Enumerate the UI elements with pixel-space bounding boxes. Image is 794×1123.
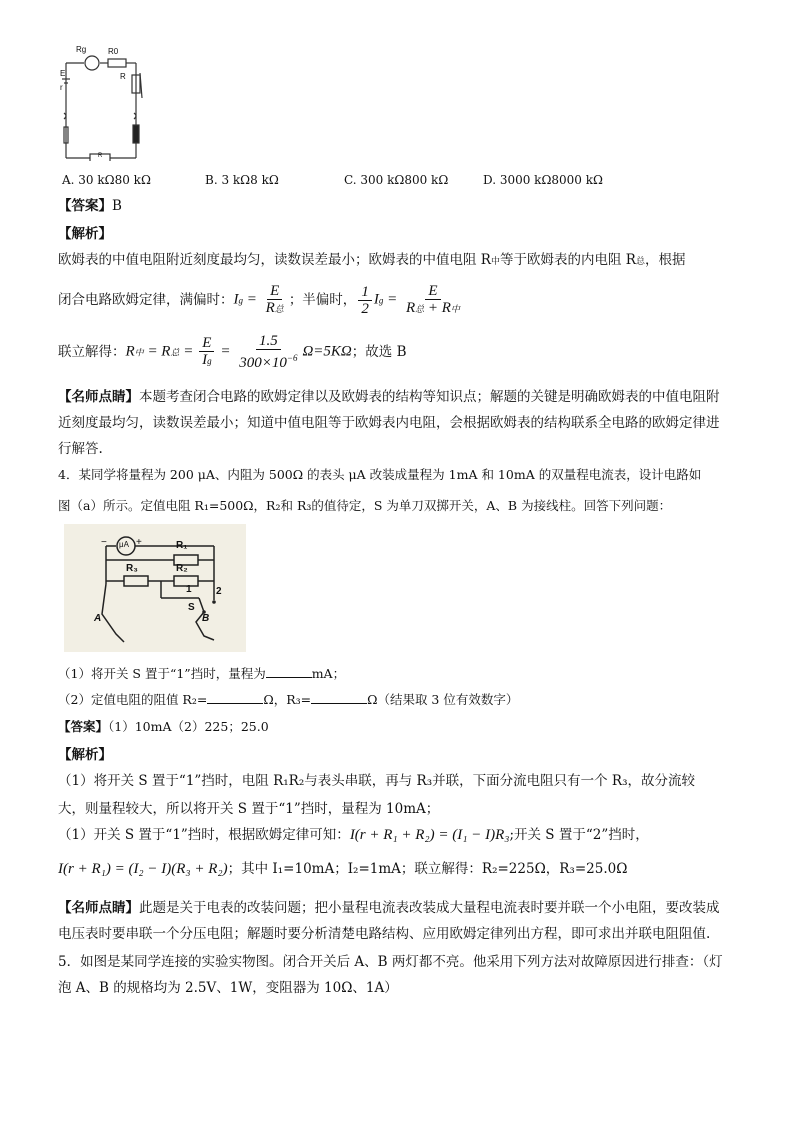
formula-ig: I: [233, 291, 239, 308]
formula-half-deflection: $\frac{1}{2}$ Ig = $\frac{E}{\text{R总 + R中}}$: [356, 283, 465, 317]
q4-answer: [58, 718, 269, 736]
q4-answer-value: （1）10mA（2）225；25.0: [108, 719, 269, 734]
q3-analysis-line1-text: 欧姆表的中值电阻附近刻度最均匀，读数误差最小；欧姆表的中值电阻 R: [58, 252, 491, 268]
formula-two: 2: [361, 300, 369, 317]
formula-half: 1: [358, 284, 372, 301]
q4-sub2-b: Ω，R₃=: [263, 692, 312, 707]
q3-analysis-line2: [58, 280, 465, 320]
q4-analysis-label: 【解析】: [58, 747, 112, 763]
q3-analysis-line1-end: ，根据: [644, 252, 686, 268]
diagram2-r1: R₁: [176, 540, 188, 551]
diagram2-meter: μA: [119, 540, 129, 549]
diagram2-s: S: [188, 602, 195, 613]
q3-tip-text1: 本题考查闭合电路的欧姆定律以及欧姆表的结构等知识点；解题的关键是明确欧姆表的中值电阻附: [139, 389, 720, 405]
formula-val-den: 300×10: [239, 355, 287, 371]
q4-analysis-line4-b: ；其中 I₁=10mA；I₂=1mA；联立解得：R₂=225Ω，R₃=25.0Ω: [227, 861, 628, 877]
q3-answer-value: B: [112, 198, 122, 214]
formula-result: R中 = R总 = $\frac{E}{Ig}$ = $\frac{1.5}{300\times 10^{-6}}$ Ω=5KΩ: [125, 333, 352, 371]
q3-answer-label: 【答案】: [58, 198, 112, 214]
diagram1-label-rg: Rg: [76, 45, 87, 54]
diagram2-pos1: 1: [186, 584, 192, 595]
formula-e: E: [267, 283, 282, 300]
q4-tip-text1: 此题是关于电表的改装问题；把小量程电流表改装成大量程电流表时要并联一个小电阻，要改装成: [139, 900, 720, 916]
formula-full-deflection: Ig = $\frac{E}{\text{R总}}$: [233, 283, 284, 316]
q5-line2: 泡 A、B 的规格均为 2.5V、1W，变阻器为 10Ω、1A）: [58, 980, 398, 996]
diagram2-b: B: [202, 613, 210, 624]
q4-sub2-a: （2）定值电阻的阻值 R₂=: [58, 692, 208, 707]
q4-stem-line1: 4．某同学将量程为 200 μA、内阻为 500Ω 的表头 μA 改装成量程为 1mA 和 10mA 的双量程电流表，设计电路如: [58, 467, 702, 482]
q4-sub2-c: Ω（结果取 3 位有效数字）: [367, 692, 519, 707]
q4-analysis-line3-a: （1）开关 S 置于“1”挡时，根据欧姆定律可知：: [58, 827, 350, 843]
q4-analysis-line4: [58, 860, 627, 878]
q3-analysis-line1-sub1: 中: [490, 257, 500, 267]
diagram2-plus: +: [136, 537, 142, 548]
q4-sub1-text: （1）将开关 S 置于“1”挡时，量程为: [58, 666, 266, 681]
q3-analysis-line3-a: 联立解得：: [58, 344, 126, 360]
q3-analysis-line1-mid: 等于欧姆表的内电阻 R: [499, 252, 636, 268]
q3-analysis-line1-sub2: 总: [635, 257, 645, 267]
q4-sub2: [58, 691, 518, 709]
q3-analysis-label: 【解析】: [58, 226, 112, 242]
formula-exp: −6: [286, 353, 298, 363]
q4-sub1: [58, 665, 345, 683]
q3-tip-line1: [58, 388, 720, 406]
q4-tip-label: 【名师点睛】: [58, 900, 139, 916]
formula-val-num: 1.5: [256, 333, 281, 350]
q5-line1: 5．如图是某同学连接的实验实物图。闭合开关后 A、B 两灯都不亮。他采用下列方法对故障原因进行排查：（灯: [58, 954, 723, 970]
q3-analysis-line3: [58, 332, 407, 372]
option-b: B. 3 kΩ8 kΩ: [205, 173, 279, 187]
q4-answer-label: 【答案】: [58, 719, 109, 734]
diagram2-r2: R₂: [176, 563, 188, 574]
diagram2-minus: −: [101, 537, 107, 548]
formula-range1: I(r + R₁ + R₂) = (I₁ − I)R₃: [349, 827, 510, 843]
q4-tip-line1: [58, 899, 720, 917]
ohmmeter-circuit-diagram: [56, 43, 156, 161]
option-c: C. 300 kΩ800 kΩ: [344, 173, 449, 187]
q3-tip-line2: 近刻度最均匀，读数误差最小；知道中值电阻等于欧姆表内电阻，会根据欧姆表的结构联系全电路的欧姆定律进: [58, 415, 720, 431]
q3-tip-line3: 行解答.: [58, 441, 103, 457]
q4-stem-line2: 图（a）所示。定值电阻 R₁=500Ω，R₂和 R₃的值待定，S 为单刀双掷开关，A、B 为接线柱。回答下列问题：: [58, 498, 672, 513]
q4-tip-line2: 电压表时要串联一个分压电阻；解题时要分析清楚电路结构、应用欧姆定律列出方程，即可求出并联电阻阻值.: [58, 926, 711, 942]
q3-tip-label: 【名师点睛】: [58, 389, 139, 405]
diagram1-label-bottom: R: [98, 153, 103, 159]
diagram1-label-r-internal: r: [60, 83, 63, 92]
q4-analysis-line3: [58, 826, 649, 844]
diagram2-pos2: 2: [216, 586, 222, 597]
q4-analysis-line2: 大，则量程较大，所以将开关 S 置于“1”挡时，量程为 10mA；: [58, 801, 440, 817]
q4-analysis-line1: （1）将开关 S 置于“1”挡时，电阻 R₁R₂与表头串联，再与 R₃并联，下面分流电阻只有一个 R₃，故分流较: [58, 773, 695, 789]
diagram1-label-r0: R0: [108, 47, 119, 56]
q4-analysis-line3-b: ;开关 S 置于“2”挡时，: [509, 827, 649, 843]
diagram1-label-r: R: [120, 72, 126, 81]
q3-analysis-line1: [58, 251, 685, 271]
formula-r-total: R: [265, 300, 275, 316]
diagram1-label-e: E: [60, 69, 66, 78]
q3-analysis-line2-a: 闭合电路欧姆定律，满偏时：: [58, 292, 234, 308]
q3-analysis-line2-b: ；半偏时，: [288, 292, 357, 308]
diagram2-a: A: [94, 613, 102, 624]
q3-analysis-line3-b: ；故选 B: [351, 344, 407, 360]
q3-answer: [58, 197, 122, 215]
diagram2-r3: R₃: [126, 563, 138, 574]
formula-result-text: Ω=5KΩ: [302, 343, 352, 360]
formula-range2: I(r + R₁) = (I₂ − I)(R₃ + R₂): [58, 861, 228, 877]
option-d: D. 3000 kΩ8000 kΩ: [483, 173, 603, 187]
option-a: A. 30 kΩ80 kΩ: [62, 173, 151, 187]
q4-sub1-unit: mA；: [311, 666, 346, 681]
